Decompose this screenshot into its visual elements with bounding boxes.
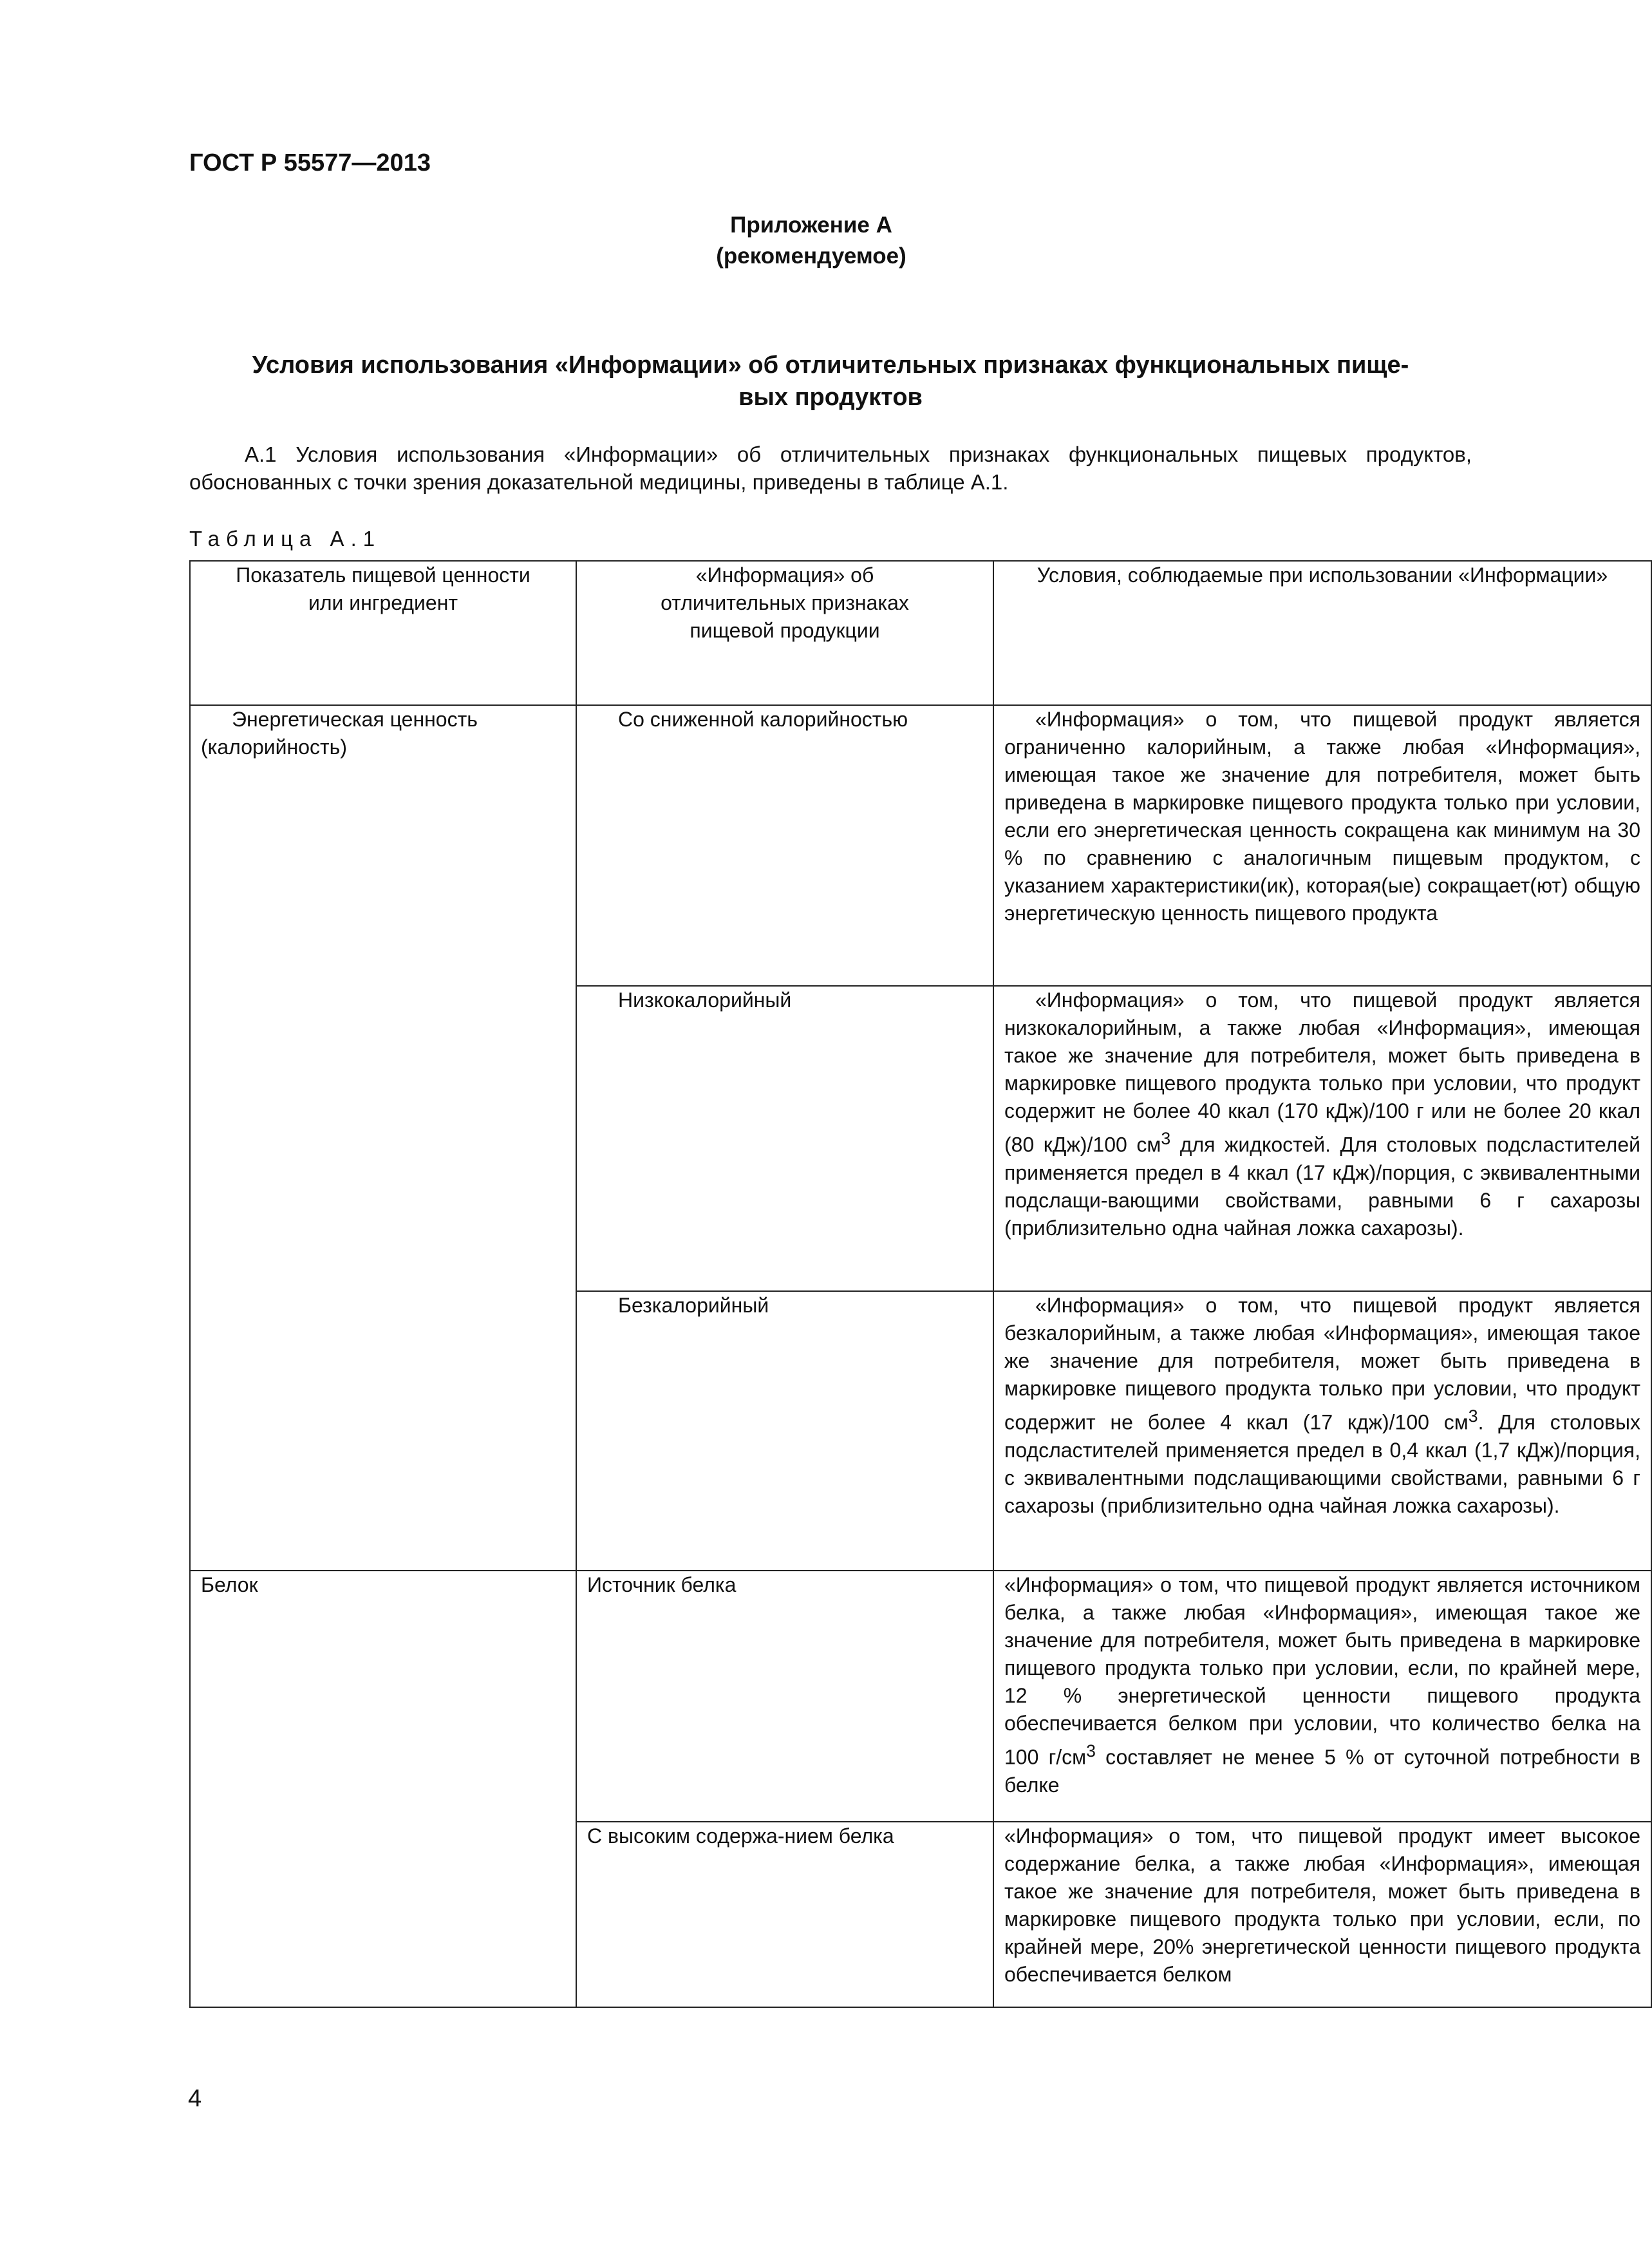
appendix-heading — [579, 210, 1043, 272]
cell-claim: Источник белка — [576, 1571, 993, 1822]
cell-conditions — [993, 1291, 1651, 1571]
header-claim: «Информация» об отличительных признаках пищевой продукции — [576, 561, 993, 705]
table-header-row — [190, 561, 1651, 705]
cell-indicator-energy — [190, 705, 576, 1571]
claim-text: Безкалорийный — [618, 1294, 769, 1317]
page-number: 4 — [188, 2085, 202, 2112]
intro-paragraph: А.1 Условия использования «Информации» об отличительных признаках функциональных пищевых продуктов, обоснованных с точки зрения доказательной медицины, приведены в таблице А.1. — [189, 442, 1472, 494]
cell-claim — [576, 986, 993, 1291]
cell-claim — [576, 1291, 993, 1571]
claim-text: Со сниженной калорийностью — [618, 708, 908, 731]
title-line-2: вых продуктов — [738, 384, 923, 411]
cell-conditions: «Информация» о том, что пищевой продукт имеет высокое содержание белка, а также любая «Информация», имеющая такое же значение для потребителя, может быть приведена в маркировке пищевого продукта только при условии, если, по крайней мере, 20% энергетической ценности пищевого продукта обеспечивается белком — [993, 1822, 1651, 2007]
conditions-text: «Информация» о том, что пищевой продукт является ограниченно калорийным, а также любая «Информация», имеющая такое же значение для потребителя, может быть приведена в маркировке пищевого продукта только при условии, если его энергетическая ценность сокращена как минимум на 30 % по сравнению с аналогичным пищевым продуктом, с указанием характеристики(ик), которая(ые) сокращает(ют) общую энергетическую ценность пищевого продукта — [1004, 708, 1640, 925]
header-conditions: Условия, соблюдаемые при использовании «Информации» — [993, 561, 1651, 705]
cell-conditions — [993, 986, 1651, 1291]
claims-table — [189, 560, 1652, 2008]
appendix-title — [189, 349, 1472, 413]
conditions-text: «Информация» о том, что пищевой продукт является низкокалорийным, а также любая «Информация», имеющая такое же значение для потребителя, может быть приведена в маркировке пищевого продукта только при условии, что продукт содержит не более 40 ккал (170 кДж)/100 г или не более 20 ккал (80 кДж)/100 $см^3$ для жидкостей. Для столовых подсластителей применяется предел в 4 ккал (17 кДж)/порция, с эквивалентными подслащи-вающими свойствами, равными 6 г сахарозы (приблизительно одна чайная ложка сахарозы). — [1004, 988, 1641, 1240]
cell-claim: С высоким содержа-нием белка — [576, 1822, 993, 2007]
cell-claim — [576, 705, 993, 986]
header-indicator: Показатель пищевой ценности или ингредиент — [190, 561, 576, 705]
table-row — [190, 1571, 1651, 1822]
appendix-status: (рекомендуемое) — [716, 243, 906, 269]
document-code: ГОСТ Р 55577—2013 — [189, 149, 431, 176]
indicator-text: Энергетическая ценность (калорийность) — [201, 708, 478, 759]
table-row — [190, 705, 1651, 986]
conditions-text: «Информация» о том, что пищевой продукт является безкалорийным, а также любая «Информация», имеющая такое же значение для потребителя, может быть приведена в маркировке пищевого продукта только при условии, что продукт содержит не более 4 ккал (17 кдж)/100 $см^3$. Для столовых подсластителей применяется предел в 0,4 ккал (1,7 кДж)/порция, с эквивалентными подслащивающими свойствами, равными 6 г сахарозы (приблизительно одна чайная ложка сахарозы). — [1004, 1294, 1641, 1517]
appendix-label: Приложение А — [730, 213, 892, 238]
title-line-1: Условия использования «Информации» об отличительных признаках функциональных пище- — [252, 352, 1409, 379]
cell-conditions — [993, 705, 1651, 986]
cell-indicator-protein: Белок — [190, 1571, 576, 2007]
cell-conditions: «Информация» о том, что пищевой продукт является источником белка, а также любая «Информация», имеющая такое же значение для потребителя, может быть приведена в маркировке пищевого продукта только при условии, если, по крайней мере, 12 % энергетической ценности пищевого продукта обеспечивается белком при условии, что количество белка на 100 $г/см^3$ составляет не менее 5 % от суточной потребности в белке — [993, 1571, 1651, 1822]
claim-text: Низкокалорийный — [618, 988, 792, 1012]
table-caption: Таблица А.1 — [189, 527, 382, 551]
